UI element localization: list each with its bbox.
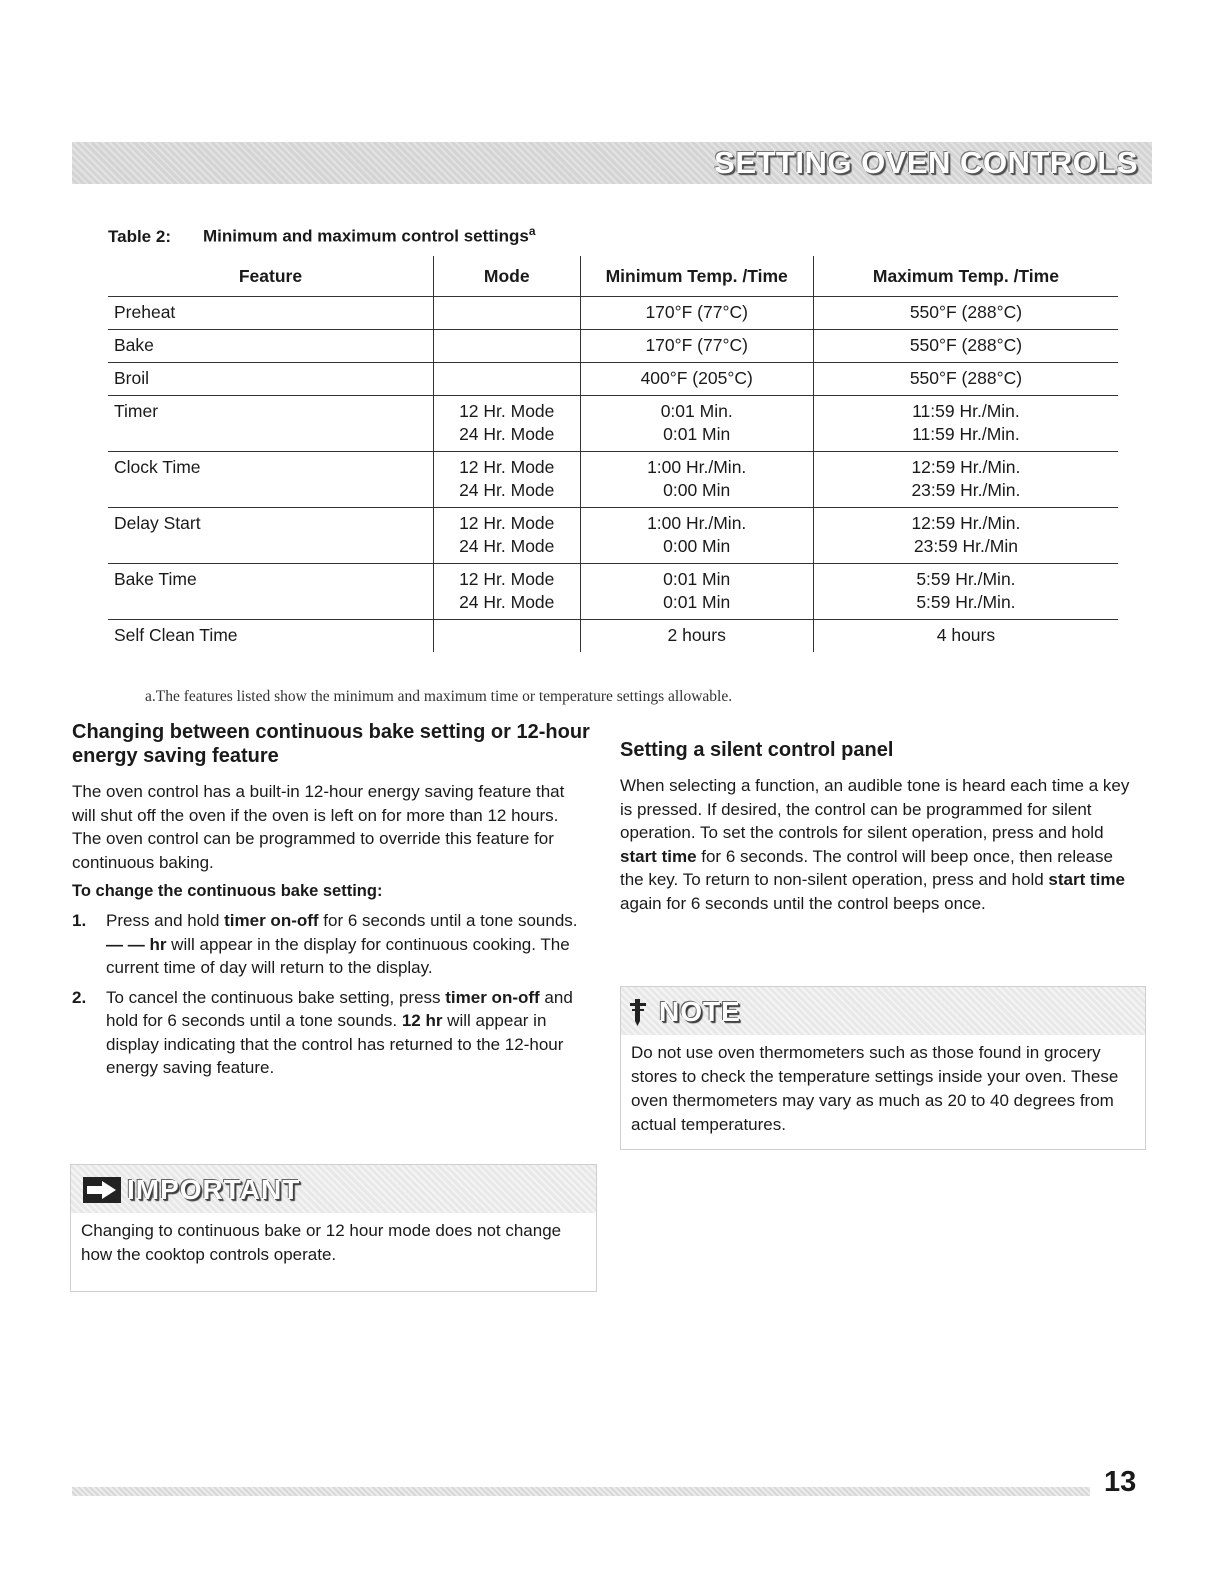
min-cell	[580, 363, 813, 396]
mode-value: 24 Hr. Mode	[459, 480, 555, 500]
feature-cell: Bake Time	[108, 564, 433, 620]
table-row	[108, 452, 1118, 508]
paragraph-text: for 6 seconds. The control will beep once, then release the key. To return to non-silent operation, press and hold	[620, 846, 1113, 889]
min-value: 0:01 Min	[663, 592, 731, 612]
min-value: 1:00 Hr./Min.	[647, 513, 747, 533]
max-value: 5:59 Hr./Min.	[916, 592, 1016, 612]
max-cell	[813, 620, 1118, 653]
mode-cell	[433, 452, 580, 508]
footnote-marker: a	[528, 224, 536, 238]
max-cell	[813, 452, 1118, 508]
min-cell	[580, 508, 813, 564]
mode-cell	[433, 297, 580, 330]
arrow-icon	[83, 1177, 121, 1203]
list-item	[72, 909, 592, 980]
min-value: 0:01 Min.	[660, 401, 733, 421]
silent-panel-text	[620, 774, 1140, 915]
list-item	[72, 986, 592, 1080]
continuous-bake-intro: The oven control has a built-in 12-hour energy saving feature that will shut off the oven if the oven is left on for more than 12 hours. The oven control can be programmed to override this feature for continuous baking.	[72, 782, 565, 872]
min-value: 0:00 Min	[663, 480, 731, 500]
mode-value: 24 Hr. Mode	[459, 424, 555, 444]
table-caption	[108, 224, 536, 247]
key-label: timer on-off	[224, 911, 319, 930]
mode-cell	[433, 363, 580, 396]
display-label: 12 hr	[401, 1011, 443, 1030]
min-cell	[580, 297, 813, 330]
min-cell	[580, 564, 813, 620]
max-cell	[813, 297, 1118, 330]
mode-value: 24 Hr. Mode	[459, 592, 555, 612]
min-value: 170°F (77°C)	[645, 302, 748, 322]
step-number: 2.	[72, 987, 87, 1007]
important-callout	[70, 1164, 597, 1292]
footer-bar	[72, 1487, 1090, 1496]
key-label: start time	[620, 846, 697, 866]
table-row	[108, 330, 1118, 363]
max-cell	[813, 330, 1118, 363]
min-value: 1:00 Hr./Min.	[647, 457, 747, 477]
column-header-min: Minimum Temp. /Time	[580, 256, 813, 297]
step-text: will appear in the display for continuous cooking. The current time of day will return to the display.	[106, 934, 570, 977]
step-text: and hold for 6 seconds until a tone sounds.	[106, 987, 573, 1030]
max-cell	[813, 564, 1118, 620]
min-cell	[580, 620, 813, 653]
feature-cell: Clock Time	[108, 452, 433, 508]
table-row	[108, 508, 1118, 564]
section-title: SETTING OVEN CONTROLS	[714, 145, 1138, 180]
max-value: 550°F (288°C)	[909, 302, 1023, 322]
max-value: 11:59 Hr./Min.	[912, 424, 1020, 444]
max-value: 12:59 Hr./Min.	[911, 457, 1021, 477]
important-header	[71, 1165, 596, 1213]
feature-cell: Broil	[108, 363, 433, 396]
min-cell	[580, 330, 813, 363]
mode-value: 12 Hr. Mode	[459, 401, 555, 421]
max-value: 12:59 Hr./Min.	[911, 513, 1021, 533]
silent-panel-heading: Setting a silent control panel	[620, 739, 894, 761]
step-text: will appear in display indicating that the control has returned to the 12-hour energy saving feature.	[106, 1011, 564, 1077]
section-banner	[72, 142, 1152, 184]
step-number: 1.	[72, 911, 87, 930]
max-value: 5:59 Hr./Min.	[916, 569, 1016, 589]
max-value: 550°F (288°C)	[909, 368, 1023, 388]
table-row	[108, 297, 1118, 330]
min-value: 0:01 Min	[663, 569, 731, 589]
continuous-bake-section	[72, 720, 592, 1086]
silent-panel-section	[620, 738, 1140, 915]
note-text: Do not use oven thermometers such as those found in grocery stores to check the temperature settings inside your oven. These oven thermometers may vary as much as 20 to 40 degrees from actual temperatures.	[631, 1043, 1119, 1134]
table-row	[108, 396, 1118, 452]
min-value: 400°F (205°C)	[640, 368, 753, 388]
note-icon	[627, 997, 649, 1027]
feature-cell: Timer	[108, 396, 433, 452]
table-number: Table 2:	[108, 226, 171, 246]
mode-value: 12 Hr. Mode	[459, 513, 555, 533]
min-value: 2 hours	[667, 625, 726, 645]
mode-cell	[433, 620, 580, 653]
feature-cell: Preheat	[108, 297, 433, 330]
display-label: — — hr	[106, 934, 167, 954]
feature-cell: Bake	[108, 330, 433, 363]
min-value: 0:01 Min	[663, 424, 731, 444]
note-header	[621, 987, 1145, 1035]
column-header-feature: Feature	[108, 256, 433, 297]
mode-value: 12 Hr. Mode	[459, 457, 555, 477]
step-text: To cancel the continuous bake setting, press	[106, 987, 446, 1007]
note-title: NOTE	[659, 996, 741, 1027]
max-cell	[813, 396, 1118, 452]
table-footnote: a.The features listed show the minimum and maximum time or temperature settings allowable.	[145, 688, 733, 705]
max-value: 23:59 Hr./Min	[913, 536, 1018, 556]
min-cell	[580, 396, 813, 452]
column-header-max: Maximum Temp. /Time	[813, 256, 1118, 297]
max-value: 550°F (288°C)	[909, 335, 1023, 355]
mode-cell	[433, 508, 580, 564]
step-text: for 6 seconds until a tone sounds.	[318, 911, 578, 930]
continuous-bake-subheading: To change the continuous bake setting:	[72, 882, 383, 900]
mode-value: 24 Hr. Mode	[459, 536, 555, 556]
important-title: IMPORTANT	[127, 1174, 301, 1205]
key-label: start time	[1048, 870, 1125, 889]
table-row	[108, 620, 1118, 653]
feature-cell: Self Clean Time	[114, 625, 238, 645]
min-cell	[580, 452, 813, 508]
settings-table	[108, 256, 1118, 652]
mode-cell	[433, 564, 580, 620]
important-text: Changing to continuous bake or 12 hour mode does not change how the cooktop controls operate.	[81, 1221, 562, 1264]
key-label: timer on-off	[445, 987, 540, 1007]
paragraph-text: When selecting a function, an audible tone is heard each time a key is pressed. If desired, the control can be programmed for silent operation. To set the controls for silent operation, press and hold	[620, 776, 1130, 842]
column-header-mode: Mode	[433, 256, 580, 297]
feature-cell: Delay Start	[108, 508, 433, 564]
min-value: 0:00 Min	[663, 536, 731, 556]
mode-value: 12 Hr. Mode	[459, 569, 555, 589]
mode-cell	[433, 396, 580, 452]
note-callout	[620, 986, 1146, 1150]
paragraph-text: again for 6 seconds until the control beeps once.	[620, 893, 986, 913]
table-row	[108, 564, 1118, 620]
continuous-bake-heading: Changing between continuous bake setting or 12-hour energy saving feature	[72, 721, 590, 767]
max-value: 23:59 Hr./Min.	[911, 480, 1021, 500]
table-title: Minimum and maximum control settings	[203, 226, 529, 246]
max-value: 4 hours	[936, 625, 996, 645]
table-row	[108, 363, 1118, 396]
page-number: 13	[1104, 1466, 1137, 1498]
table-header-row	[108, 256, 1118, 297]
max-cell	[813, 508, 1118, 564]
min-value: 170°F (77°C)	[645, 335, 748, 355]
step-text: Press and hold	[106, 911, 225, 930]
continuous-bake-steps	[72, 909, 592, 1080]
mode-cell	[433, 330, 580, 363]
max-cell	[813, 363, 1118, 396]
max-value: 11:59 Hr./Min.	[912, 401, 1020, 421]
